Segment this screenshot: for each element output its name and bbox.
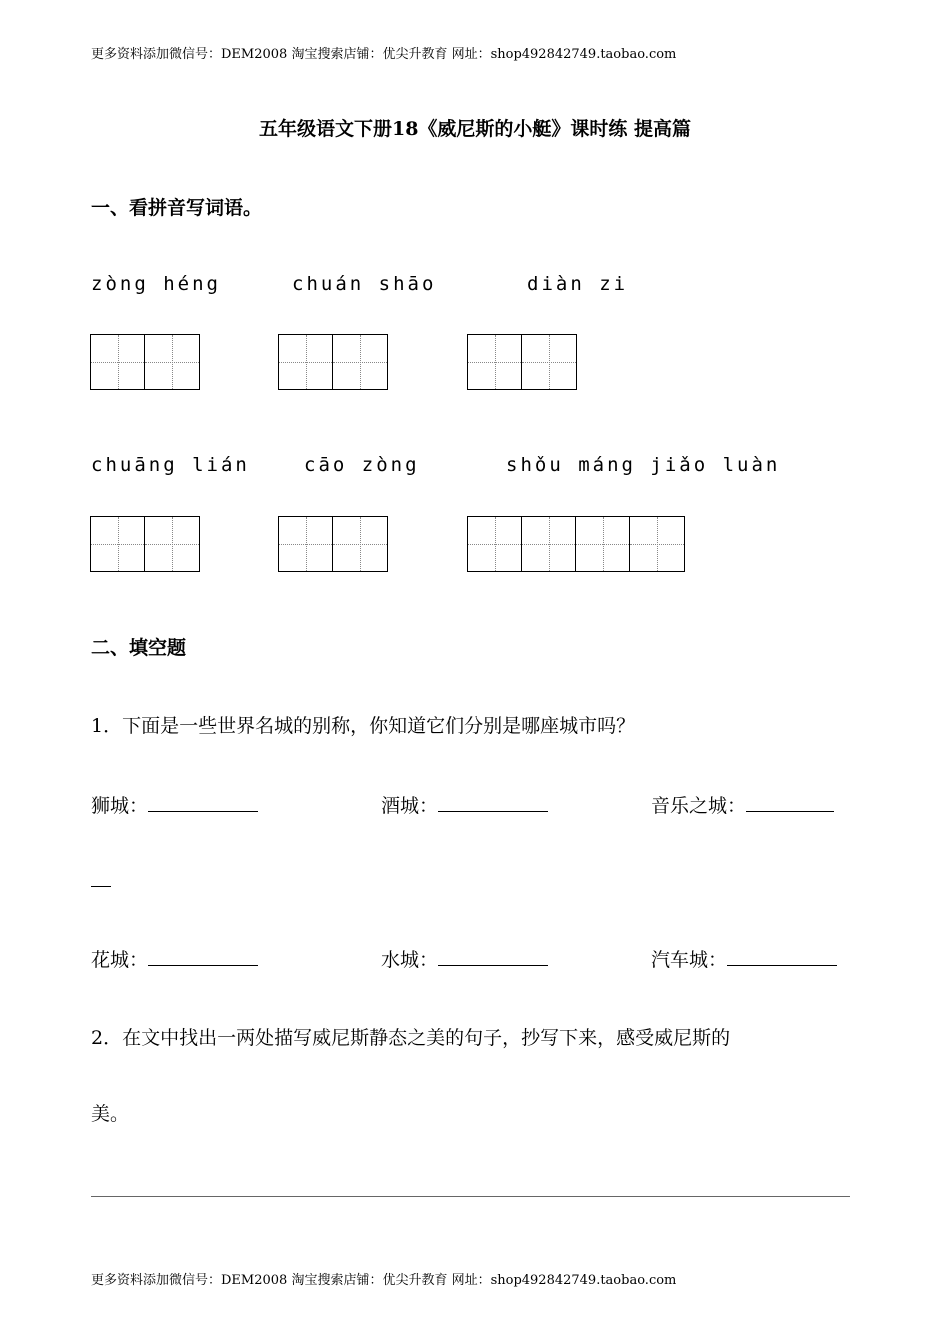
writing-grid-dianzi[interactable] xyxy=(467,334,577,390)
city-lion xyxy=(91,791,258,818)
answer-blank[interactable] xyxy=(746,793,834,812)
grid-cell[interactable] xyxy=(91,517,145,571)
writing-grid-shoumangjiaoluan[interactable] xyxy=(467,516,685,572)
city-label: 音乐之城： xyxy=(651,795,747,817)
grid-cell[interactable] xyxy=(522,335,576,389)
grid-cell[interactable] xyxy=(522,517,576,571)
answer-blank[interactable] xyxy=(148,947,258,966)
pinyin-dianzi: diàn zi xyxy=(527,273,629,295)
answer-blank[interactable] xyxy=(438,793,548,812)
question-2-line-1: 2．在文中找出一两处描写威尼斯静态之美的句子，抄写下来，感受威尼斯的 xyxy=(91,1027,731,1049)
grid-cell[interactable] xyxy=(576,517,630,571)
answer-blank[interactable] xyxy=(148,793,258,812)
city-label: 狮城： xyxy=(91,795,149,817)
answer-line[interactable] xyxy=(91,1196,850,1197)
grid-cell[interactable] xyxy=(91,335,145,389)
grid-cell[interactable] xyxy=(468,517,522,571)
pinyin-zongheng: zòng héng xyxy=(91,273,221,295)
page-footer: 更多资料添加微信号：DEM2008 淘宝搜索店铺：优尖升教育 网址：shop492842749.taobao.com xyxy=(91,1273,677,1288)
city-music xyxy=(651,791,834,818)
city-car xyxy=(651,945,837,972)
answer-blank[interactable] xyxy=(727,947,837,966)
grid-cell[interactable] xyxy=(333,517,387,571)
section-1-heading: 一、看拼音写词语。 xyxy=(91,197,263,219)
grid-cell[interactable] xyxy=(279,335,333,389)
answer-blank-continuation[interactable] xyxy=(91,886,111,887)
page-title: 五年级语文下册18《威尼斯的小艇》课时练 提高篇 xyxy=(258,118,692,140)
pinyin-shoumangjiaoluan: shǒu máng jiǎo luàn xyxy=(506,454,781,476)
grid-cell[interactable] xyxy=(333,335,387,389)
writing-grid-chuanglian[interactable] xyxy=(90,516,200,572)
answer-blank[interactable] xyxy=(438,947,548,966)
city-label: 水城： xyxy=(381,949,439,971)
city-label: 酒城： xyxy=(381,795,439,817)
question-1: 1．下面是一些世界名城的别称，你知道它们分别是哪座城市吗？ xyxy=(91,715,636,737)
pinyin-chuanglian: chuāng lián xyxy=(91,454,250,476)
writing-grid-caozong[interactable] xyxy=(278,516,388,572)
grid-cell[interactable] xyxy=(279,517,333,571)
city-label: 汽车城： xyxy=(651,949,728,971)
grid-cell[interactable] xyxy=(468,335,522,389)
writing-grid-chuanshao[interactable] xyxy=(278,334,388,390)
city-flower xyxy=(91,945,258,972)
grid-cell[interactable] xyxy=(145,517,199,571)
pinyin-caozong: cāo zòng xyxy=(304,454,420,476)
page-header: 更多资料添加微信号：DEM2008 淘宝搜索店铺：优尖升教育 网址：shop492842749.taobao.com xyxy=(91,47,677,62)
question-2-line-2: 美。 xyxy=(91,1103,130,1125)
city-water xyxy=(381,945,548,972)
section-2-heading: 二、填空题 xyxy=(91,637,187,659)
grid-cell[interactable] xyxy=(630,517,684,571)
city-wine xyxy=(381,791,548,818)
city-label: 花城： xyxy=(91,949,149,971)
writing-grid-zongheng[interactable] xyxy=(90,334,200,390)
grid-cell[interactable] xyxy=(145,335,199,389)
pinyin-chuanshao: chuán shāo xyxy=(292,273,437,295)
